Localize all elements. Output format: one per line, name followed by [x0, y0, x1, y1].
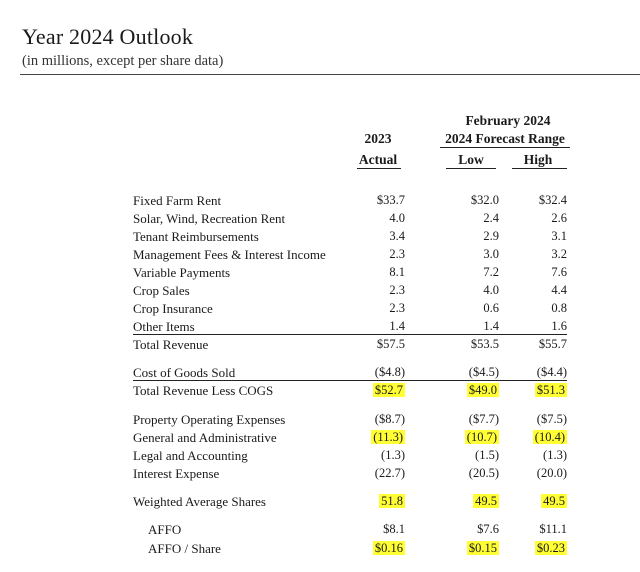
actual-value — [373, 383, 405, 398]
low-value: $32.0 — [470, 193, 499, 207]
high-value: $32.4 — [538, 193, 567, 207]
low-underline — [446, 168, 496, 169]
low-header: Low — [458, 152, 484, 167]
low-value: 1.4 — [483, 319, 499, 333]
high-value: 1.6 — [551, 319, 567, 333]
high-value: 3.1 — [551, 229, 567, 243]
total-revenue-rule — [133, 334, 567, 335]
row-label: Total Revenue — [133, 337, 209, 352]
row-label: Solar, Wind, Recreation Rent — [133, 211, 286, 226]
actual-value: 8.1 — [389, 265, 405, 279]
highlight: $0.23 — [536, 541, 565, 555]
highlight: $52.7 — [374, 383, 403, 397]
actual-value: (1.3) — [381, 448, 405, 462]
highlight: (10.7) — [466, 430, 497, 444]
actual-value: $57.5 — [376, 337, 405, 351]
page-subtitle: (in millions, except per share data) — [22, 53, 224, 69]
high-value: (20.0) — [536, 466, 567, 480]
highlight: (11.3) — [373, 430, 403, 444]
row-label: AFFO — [148, 522, 182, 537]
low-value — [465, 430, 499, 445]
row-label: Crop Insurance — [133, 301, 213, 316]
highlight: 49.5 — [543, 494, 565, 508]
row-label: Crop Sales — [133, 283, 190, 298]
low-value: 7.2 — [483, 265, 499, 279]
highlight: (10.4) — [534, 430, 565, 444]
high-value: 3.2 — [551, 247, 567, 261]
high-value — [535, 541, 567, 556]
page-title: Year 2024 Outlook — [22, 24, 194, 49]
title-divider — [20, 74, 640, 75]
low-value — [467, 541, 499, 556]
high-value: 4.4 — [551, 283, 567, 297]
high-value: $55.7 — [538, 337, 567, 351]
row-label: Legal and Accounting — [133, 448, 248, 463]
highlight: $51.3 — [536, 383, 565, 397]
highlight: 49.5 — [475, 494, 497, 508]
high-value: $11.1 — [539, 522, 567, 536]
high-value: 0.8 — [551, 301, 567, 315]
year-header: 2023 — [364, 131, 392, 146]
row-label: Management Fees & Interest Income — [133, 247, 326, 262]
highlight: $0.15 — [468, 541, 497, 555]
row-label: Total Revenue Less COGS — [133, 383, 274, 398]
actual-value: 4.0 — [389, 211, 405, 225]
low-value: 4.0 — [483, 283, 499, 297]
low-value: $7.6 — [477, 522, 499, 536]
low-value: 3.0 — [483, 247, 499, 261]
highlight: 51.8 — [381, 494, 403, 508]
actual-value: (22.7) — [374, 466, 405, 480]
row-label: Cost of Goods Sold — [133, 365, 236, 380]
row-label: Fixed Farm Rent — [133, 193, 222, 208]
high-header: High — [523, 152, 553, 167]
high-value: 7.6 — [551, 265, 567, 279]
low-value: (1.5) — [475, 448, 499, 462]
actual-underline — [357, 168, 401, 169]
row-label: Other Items — [133, 319, 195, 334]
row-label: Property Operating Expenses — [133, 412, 286, 427]
low-value: 2.9 — [483, 229, 499, 243]
actual-value — [371, 430, 405, 445]
low-value: 2.4 — [483, 211, 499, 225]
actual-value: 2.3 — [389, 301, 405, 315]
low-value: (20.5) — [468, 466, 499, 480]
row-label: AFFO / Share — [148, 541, 221, 556]
actual-value: 2.3 — [389, 283, 405, 297]
actual-value: $33.7 — [376, 193, 405, 207]
row-label: Interest Expense — [133, 466, 220, 481]
cogs-rule — [133, 380, 567, 381]
actual-value: ($4.8) — [374, 365, 405, 379]
high-value — [535, 383, 567, 398]
actual-value — [379, 494, 405, 509]
low-value — [467, 383, 499, 398]
actual-header: Actual — [358, 152, 398, 167]
actual-value: 2.3 — [389, 247, 405, 261]
actual-value: $8.1 — [383, 522, 405, 536]
high-value — [533, 430, 567, 445]
actual-value: 3.4 — [389, 229, 405, 243]
low-value — [473, 494, 499, 509]
high-value: ($7.5) — [536, 412, 567, 426]
high-value: (1.3) — [543, 448, 567, 462]
high-underline — [512, 168, 567, 169]
forecast-date-header: February 2024 — [465, 113, 551, 128]
forecast-range-header: 2024 Forecast Range — [445, 131, 565, 146]
row-label: General and Administrative — [133, 430, 277, 445]
row-label: Variable Payments — [133, 265, 231, 280]
row-label: Tenant Reimbursements — [133, 229, 259, 244]
row-label: Weighted Average Shares — [133, 494, 266, 509]
low-value: $53.5 — [470, 337, 499, 351]
actual-value: ($8.7) — [374, 412, 405, 426]
high-value: 2.6 — [551, 211, 567, 225]
low-value: 0.6 — [483, 301, 499, 315]
forecast-range-underline — [440, 147, 570, 148]
low-value: ($4.5) — [468, 365, 499, 379]
actual-value: 1.4 — [389, 319, 405, 333]
highlight: $0.16 — [374, 541, 403, 555]
high-value: ($4.4) — [536, 365, 567, 379]
low-value: ($7.7) — [468, 412, 499, 426]
highlight: $49.0 — [468, 383, 497, 397]
high-value — [541, 494, 567, 509]
actual-value — [373, 541, 405, 556]
